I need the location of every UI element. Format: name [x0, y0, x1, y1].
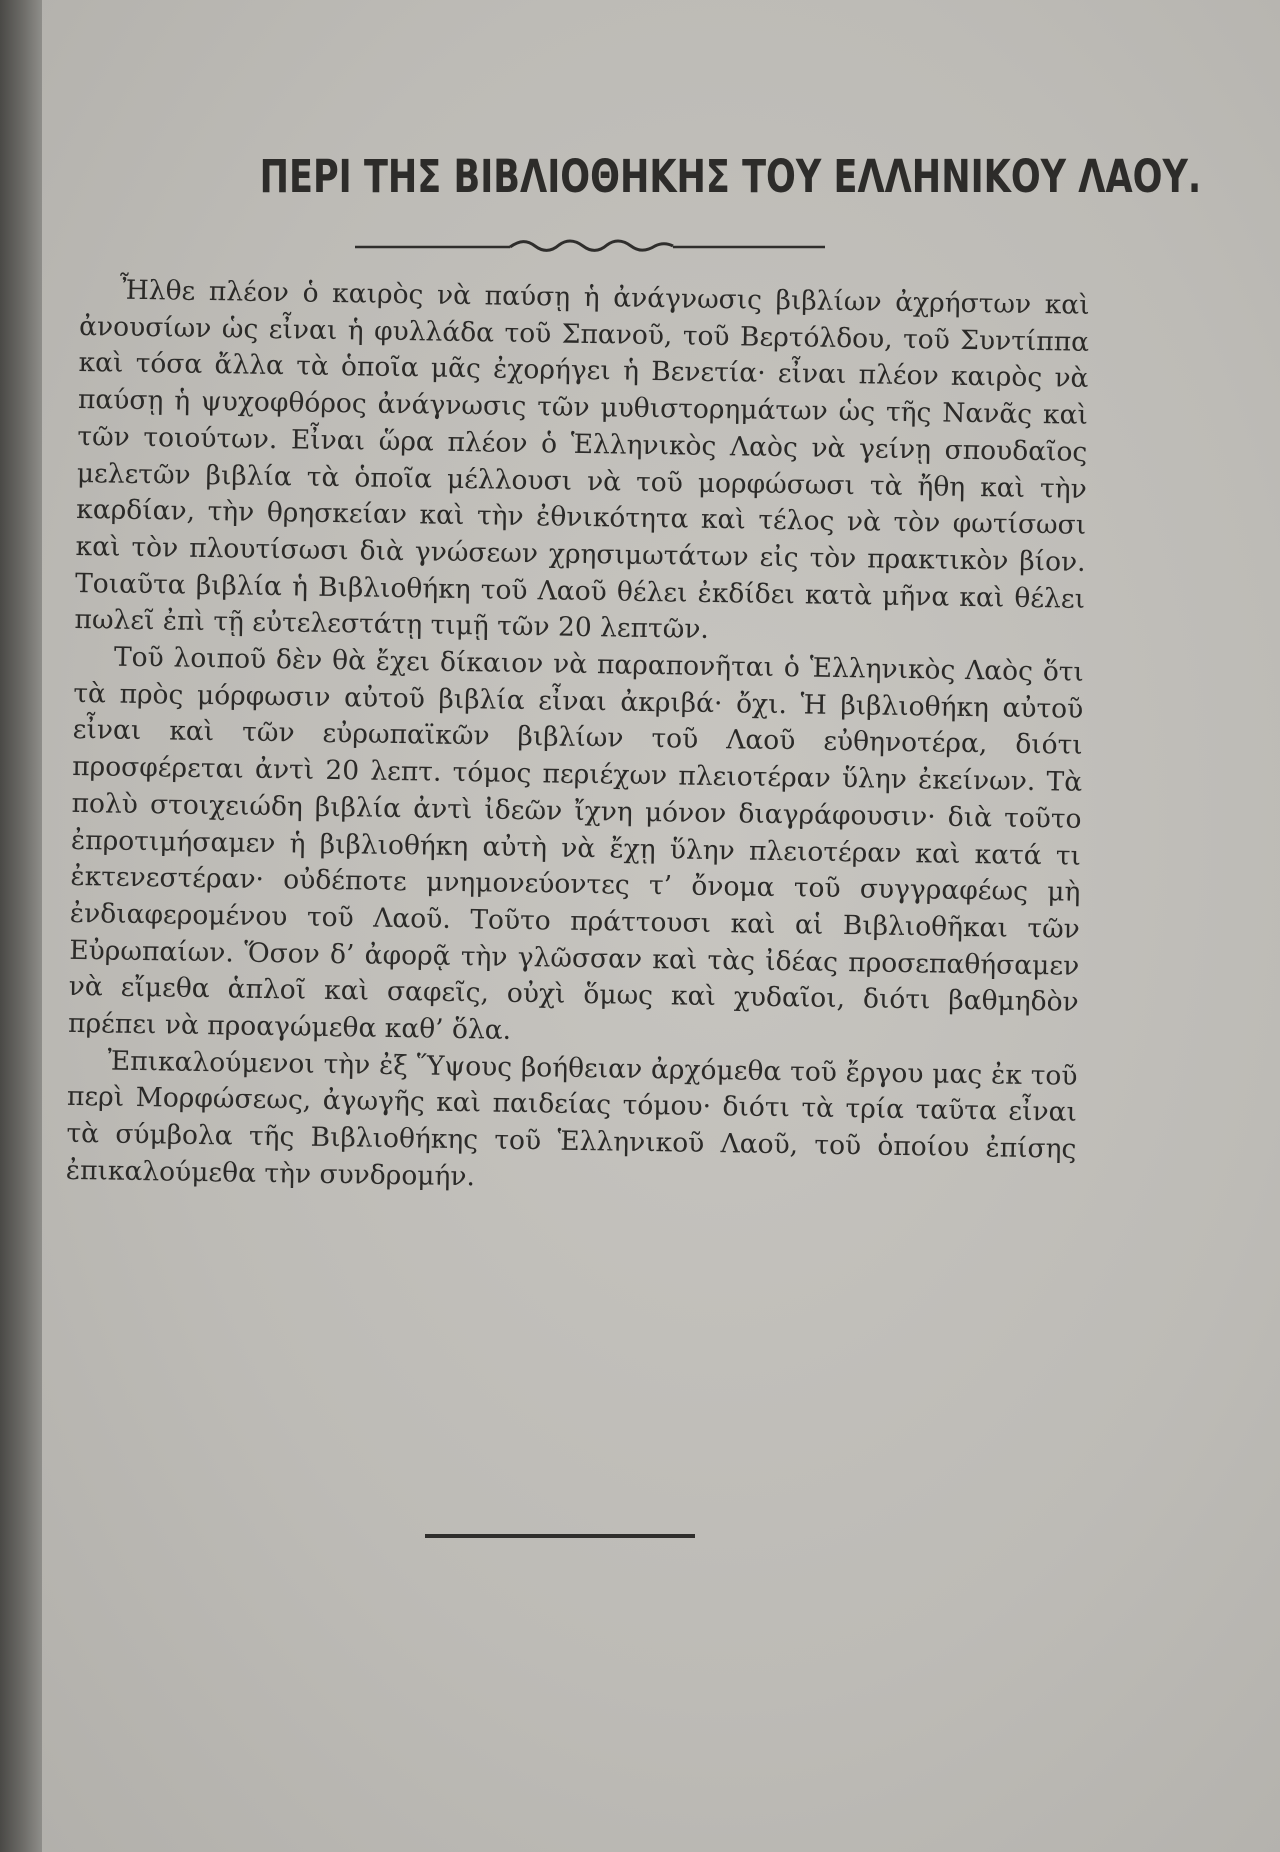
article-body	[66, 272, 1090, 1205]
book-binding-shadow	[0, 0, 42, 1852]
paragraph-3: Ἐπικαλούμενοι τὴν ἐξ Ὕψους βοήθειαν ἀρχόμεθα τοῦ ἔργου μας ἐκ τοῦ περὶ Μορφώσεως, ἀγωγῆς καὶ παιδείας τόμου· διότι τὰ τρία ταῦτα εἶναι τὰ σύμβολα τῆς Βιβλιοθήκης τοῦ Ἑλληνικοῦ Λαοῦ, τοῦ ὁποίου ἐπίσης ἐπικαλούμεθα τὴν συνδρομήν.	[65, 1045, 1078, 1193]
page-title: ΠΕΡΙ ΤΗΣ ΒΙΒΛΙΟΘΗΚΗΣ ΤΟΥ ΕΛΛΗΝΙΚΟΥ ΛΑΟΥ.	[259, 150, 1202, 203]
title-ornament-rule	[355, 238, 825, 254]
closing-rule	[425, 1534, 695, 1538]
paragraph-1: Ἦλθε πλέον ὁ καιρὸς νὰ παύσῃ ἡ ἀνάγνωσις βιβλίων ἀχρήστων καὶ ἀνουσίων ὡς εἶναι ἡ φυλλάδα τοῦ Σπανοῦ, τοῦ Βερτόλδου, τοῦ Συντίππα καὶ τόσα ἄλλα τὰ ὁποῖα μᾶς ἐχορήγει ἡ Βενετία· εἶναι πλέον καιρὸς νὰ παύσῃ ἡ ψυχοφθόρος ἀνάγνωσις τῶν μυθιστορημάτων ὡς τῆς Νανᾶς καὶ τῶν τοιούτων. Εἶναι ὥρα πλέον ὁ Ἑλληνικὸς Λαὸς νὰ γείνῃ σπουδαῖος μελετῶν βιβλία τὰ ὁποῖα μέλλουσι νὰ τοῦ μορφώσωσι τὰ ἤθη καὶ τὴν καρδίαν, τὴν θρησκείαν καὶ τὴν ἐθνικότητα καὶ τέλος νὰ τὸν φωτίσωσι καὶ τὸν πλουτίσωσι διὰ γνώσεων χρησιμωτάτων εἰς τὸν πρακτικὸν βίον. Τοιαῦτα βιβλία ἡ Βιβλιοθήκη τοῦ Λαοῦ θέλει ἐκδίδει κατὰ μῆνα καὶ θέλει πωλεῖ ἐπὶ τῇ εὐτελεστάτῃ τιμῇ τῶν 20 λεπτῶν.	[74, 274, 1090, 646]
paragraph-2: Τοῦ λοιποῦ δὲν θὰ ἔχει δίκαιον νὰ παραπονῆται ὁ Ἑλληνικὸς Λαὸς ὅτι τὰ πρὸς μόρφωσιν αὐτοῦ βιβλία εἶναι ἀκριβά· ὄχι. Ἡ βιβλιοθήκη αὐτοῦ εἶναι καὶ τῶν εὐρωπαϊκῶν βιβλίων τοῦ Λαοῦ εὐθηνοτέρα, διότι προσφέρεται ἀντὶ 20 λεπτ. τόμος περιέχων πλειοτέραν ὕλην ἐκείνων. Τὰ πολὺ στοιχειώδη βιβλία ἀντὶ ἰδεῶν ἴχνη μόνον διαγράφουσιν· διὰ τοῦτο ἐπροτιμήσαμεν ἡ βιβλιοθήκη αὐτὴ νὰ ἔχῃ ὕλην πλειοτέραν καὶ κατά τι ἐκτενεστέραν· οὐδέποτε μνημονεύοντες τ’ ὄνομα τοῦ συγγραφέως μὴ ἐνδιαφερομένου τοῦ Λαοῦ. Τοῦτο πράττουσι καὶ αἱ Βιβλιοθῆκαι τῶν Εὐρωπαίων. Ὅσον δ’ ἀφορᾷ τὴν γλῶσσαν καὶ τὰς ἰδέας προσεπαθήσαμεν νὰ εἴμεθα ἁπλοῖ καὶ σαφεῖς, οὐχὶ ὅμως καὶ χυδαῖοι, διότι βαθμηδὸν πρέπει νὰ προαγώμεθα καθ’ ὅλα.	[67, 641, 1085, 1046]
